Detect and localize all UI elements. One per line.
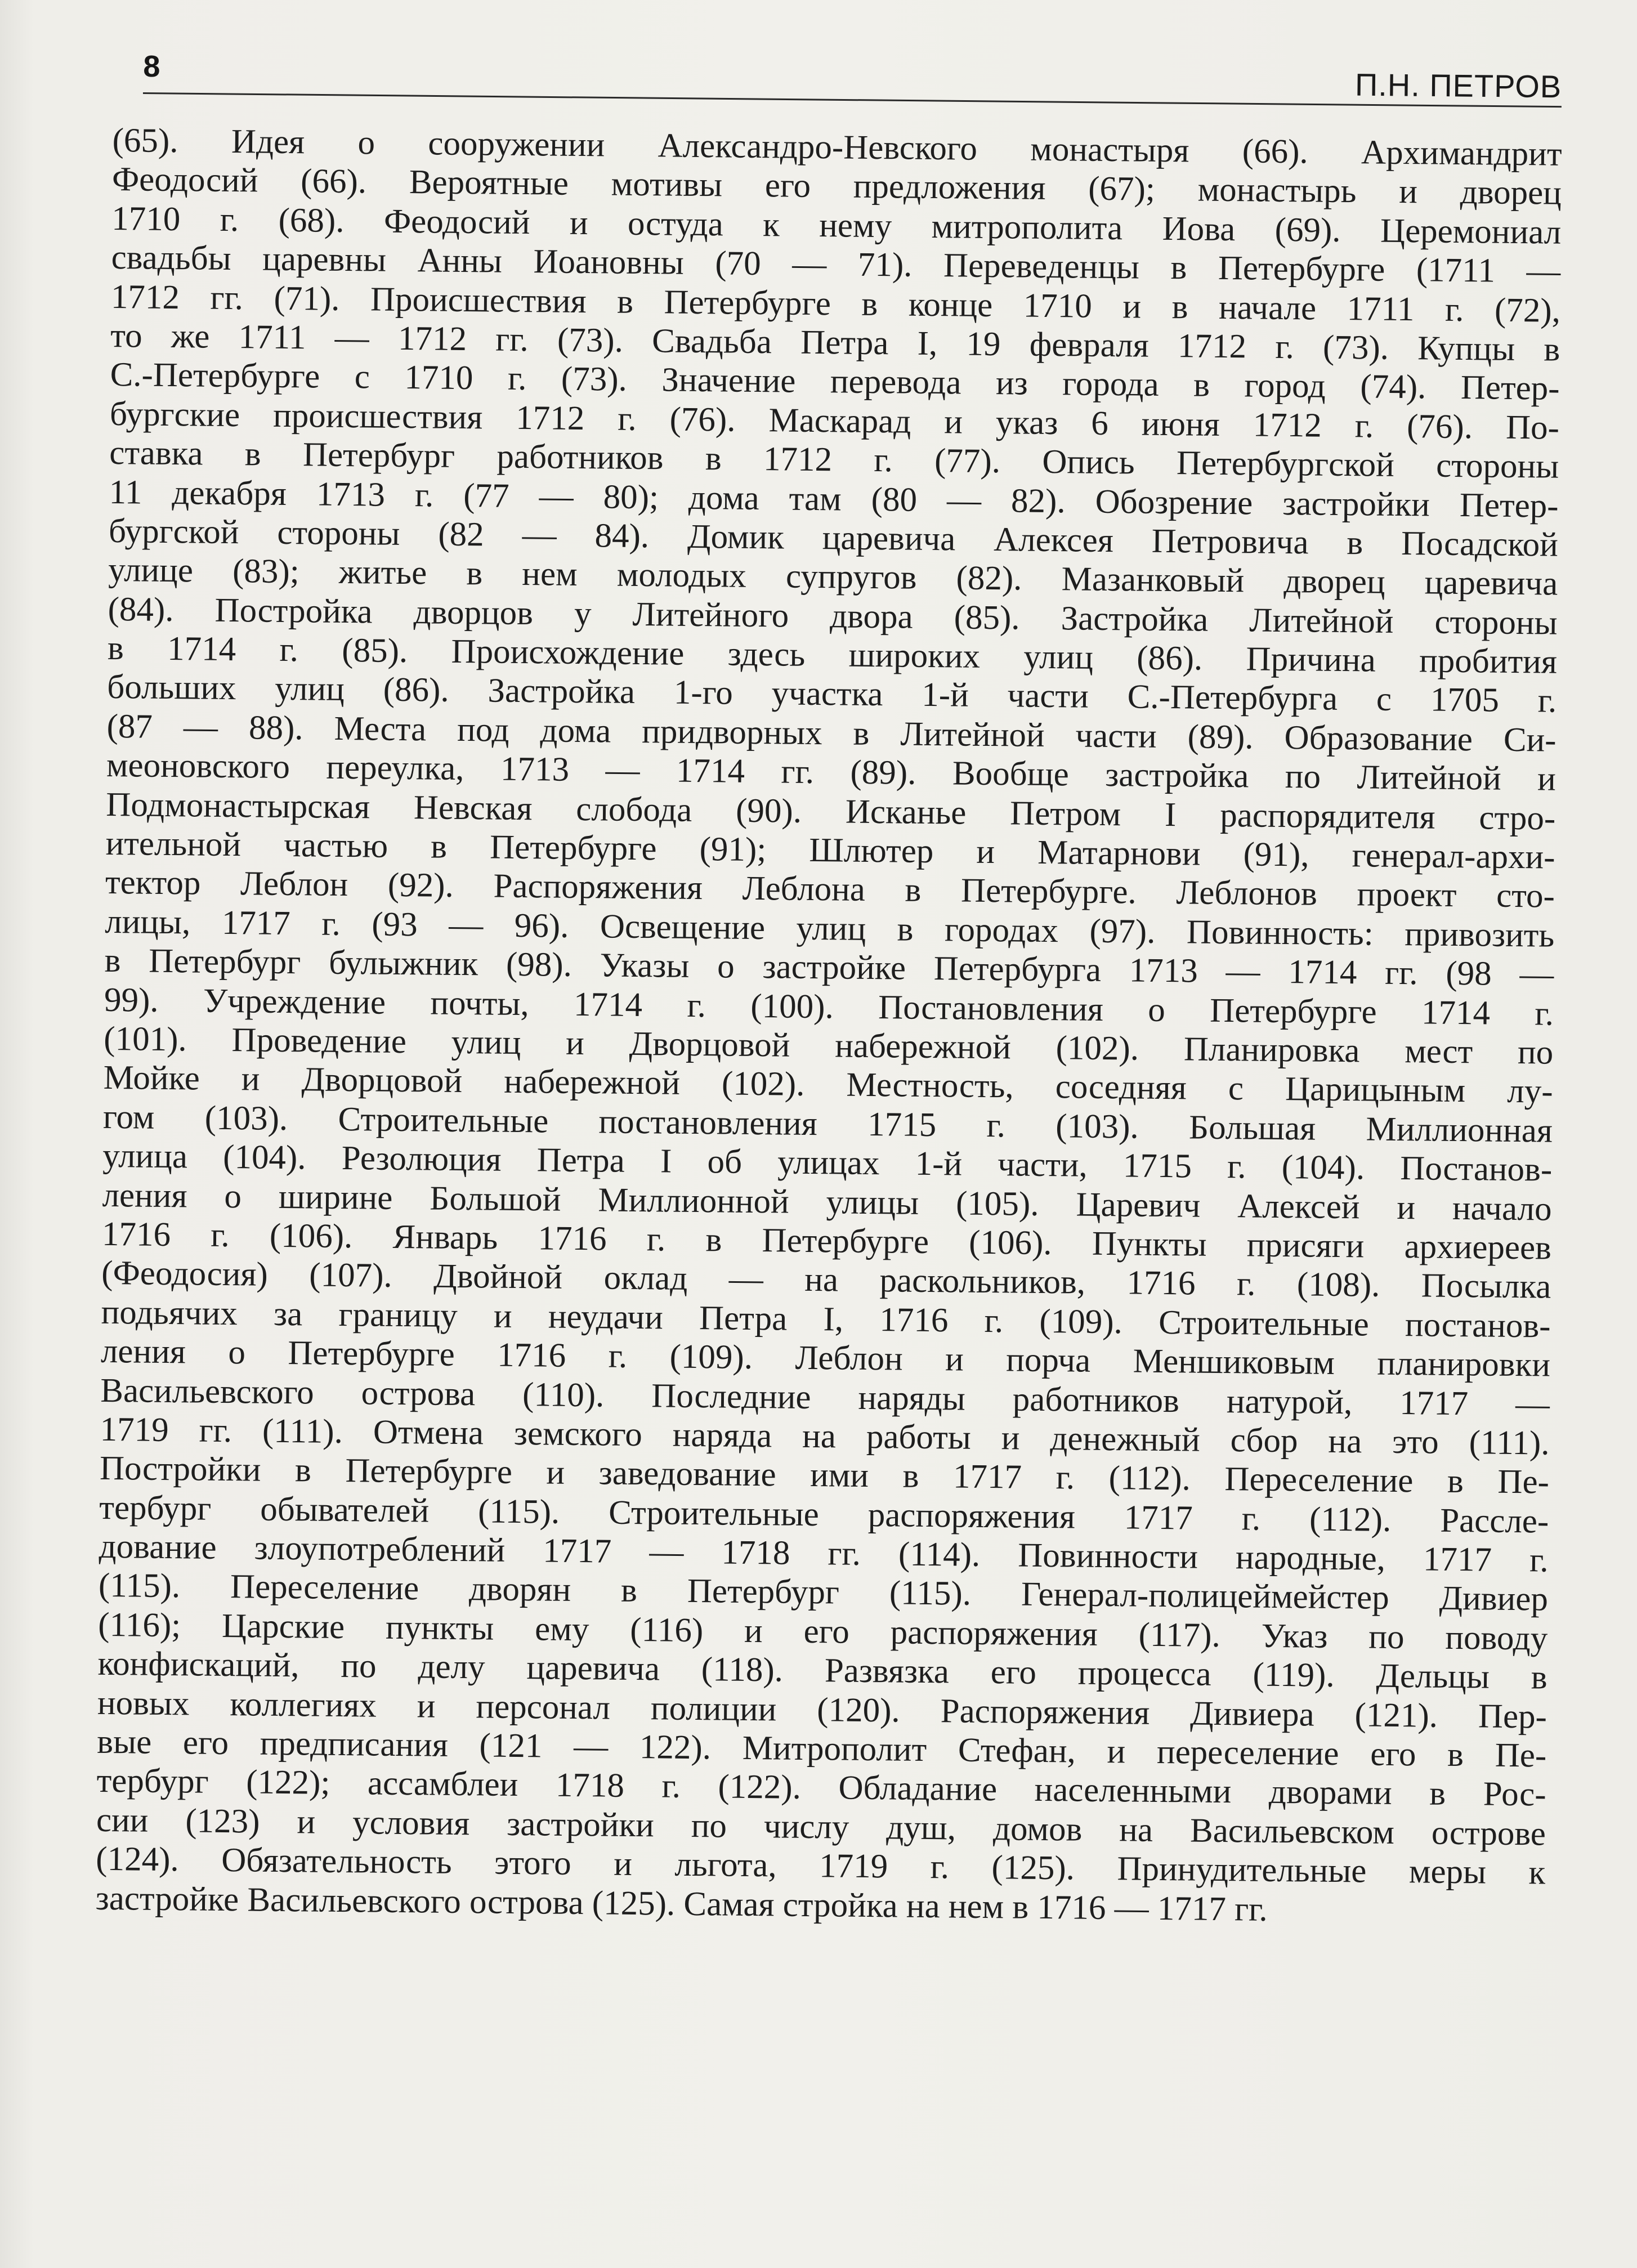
text-line: больших улиц (86). Застройка 1-го участка 1-й части С.-Петербурга с 1705 г. — [107, 668, 1557, 721]
text-line: (124). Обязательность этого и льгота, 1719 г. (125). Принудительные меры к — [96, 1840, 1546, 1892]
text-line: улица (104). Резолюция Петра I об улицах 1-й части, 1715 г. (104). Постанов- — [102, 1137, 1553, 1189]
running-head-author: П.Н. ПЕТРОВ — [1354, 66, 1562, 105]
text-line: 1716 г. (106). Январь 1716 г. в Петербурге (106). Пункты присяги архиереев — [101, 1215, 1552, 1267]
text-line: Постройки в Петербурге и заведование ими в 1717 г. (112). Переселение в Пе- — [99, 1450, 1550, 1501]
text-line: лицы, 1717 г. (93 — 96). Освещение улиц в городах (97). Повинность: привозить — [105, 902, 1555, 955]
text-line: тербург (122); ассамблеи 1718 г. (122). Обладание населенными дворами в Рос- — [96, 1762, 1546, 1814]
text-line: застройке Васильевского острова (125). Самая стройка на нем в 1716 — 1717 гг. — [95, 1879, 1268, 1929]
page-number: 8 — [143, 49, 160, 84]
text-line: ительной частью в Петербурге (91); Шлютер и Матарнови (91), генерал-архи- — [105, 824, 1555, 876]
header-rule — [143, 92, 1562, 108]
text-line: бургские происшествия 1712 г. (76). Маскарад и указ 6 июня 1712 г. (76). По- — [109, 395, 1560, 447]
text-line: С.-Петербурге с 1710 г. (73). Значение перевода из города в город (74). Петер- — [110, 356, 1560, 408]
text-line: улице (83); житье в нем молодых супругов (82). Мазанковый дворец царевича — [108, 551, 1558, 603]
text-line: (Феодосия) (107). Двойной оклад — на раскольников, 1716 г. (108). Посылка — [101, 1254, 1551, 1306]
text-line: 99). Учреждение почты, 1714 г. (100). Постановления о Петербурге 1714 г. — [104, 981, 1554, 1033]
text-line: тербург обывателей (115). Строительные распоряжения 1717 г. (112). Рассле- — [99, 1488, 1549, 1541]
text-line: вые его предписания (121 — 122). Митрополит Стефан, и переселение его в Пе- — [97, 1723, 1547, 1775]
text-line: в 1714 г. (85). Происхождение здесь широких улиц (86). Причина пробития — [107, 629, 1558, 681]
page-header — [143, 34, 1562, 109]
text-line: тектор Леблон (92). Распоряжения Леблона в Петербурге. Леблонов проект сто- — [105, 864, 1555, 916]
text-line: (115). Переселение дворян в Петербург (115). Генерал-полицеймейстер Дивиер — [98, 1567, 1549, 1619]
text-line: (101). Проведение улиц и Дворцовой набережной (102). Планировка мест по — [104, 1019, 1554, 1072]
text-line: Мойке и Дворцовой набережной (102). Местность, соседняя с Царицыным лу- — [103, 1059, 1553, 1111]
text-line: ставка в Петербург работников в 1712 г. (77). Опись Петербургской стороны — [109, 434, 1559, 486]
text-line: новых коллегиях и персонал полиции (120). Распоряжения Дивиера (121). Пер- — [97, 1684, 1547, 1736]
text-line: в Петербург булыжник (98). Указы о застройке Петербурга 1713 — 1714 гг. (98 — — [104, 942, 1554, 994]
text-line: Феодосий (66). Вероятные мотивы его предложения (67); монастырь и дворец — [111, 160, 1562, 213]
text-line: (84). Постройка дворцов у Литейного двора (85). Застройка Литейной стороны — [108, 590, 1558, 642]
text-line: ления о Петербурге 1716 г. (109). Леблон и порча Меншиковым планировки — [100, 1332, 1551, 1384]
text-line: (116); Царские пункты ему (116) и его распоряжения (117). Указ по поводу — [98, 1605, 1548, 1658]
text-line: Подмонастырская Невская слобода (90). Исканье Петром I распорядителя стро- — [106, 785, 1556, 838]
text-line: 1719 гг. (111). Отмена земского наряда на работы и денежный сбор на это (111). — [100, 1410, 1550, 1462]
text-line: свадьбы царевны Анны Иоановны (70 — 71). Переведенцы в Петербурге (1711 — — [111, 239, 1561, 290]
text-line: меоновского переулка, 1713 — 1714 гг. (89). Вообще застройка по Литейной и — [106, 746, 1557, 798]
text-line: подьячих за границу и неудачи Петра I, 1716 г. (109). Строительные постанов- — [101, 1293, 1551, 1345]
text-line: 1712 гг. (71). Происшествия в Петербурге в конце 1710 и в начале 1711 г. (72), — [110, 278, 1561, 330]
text-line: ления о ширине Большой Миллионной улицы (105). Царевич Алексей и начало — [102, 1176, 1552, 1228]
text-line: сии (123) и условия застройки по числу душ, домов на Васильевском острове — [96, 1801, 1546, 1853]
text-line: конфискаций, по делу царевича (118). Развязка его процесса (119). Дельцы в — [97, 1645, 1547, 1697]
text-line: (87 — 88). Места под дома придворных в Литейной части (89). Образование Си- — [106, 707, 1557, 759]
body-text — [95, 121, 1562, 1932]
text-line: 1710 г. (68). Феодосий и остуда к нему митрополита Иова (69). Церемониал — [111, 199, 1562, 252]
text-line: гом (103). Строительные постановления 1715 г. (103). Большая Миллионная — [102, 1098, 1553, 1150]
text-line: бургской стороны (82 — 84). Домик царевича Алексея Петровича в Посадской — [108, 512, 1559, 564]
text-line: то же 1711 — 1712 гг. (73). Свадьба Петра I, 19 февраля 1712 г. (73). Купцы в — [110, 316, 1560, 369]
text-line: дование злоупотреблений 1717 — 1718 гг. (114). Повинности народные, 1717 г. — [99, 1527, 1549, 1580]
text-line: (65). Идея о сооружении Александро-Невского монастыря (66). Архимандрит — [112, 121, 1562, 173]
text-line: 11 декабря 1713 г. (77 — 80); дома там (80 — 82). Обозрение застройки Петер- — [109, 473, 1559, 525]
text-line: Васильевского острова (110). Последние наряды работников натурой, 1717 — — [100, 1371, 1550, 1424]
